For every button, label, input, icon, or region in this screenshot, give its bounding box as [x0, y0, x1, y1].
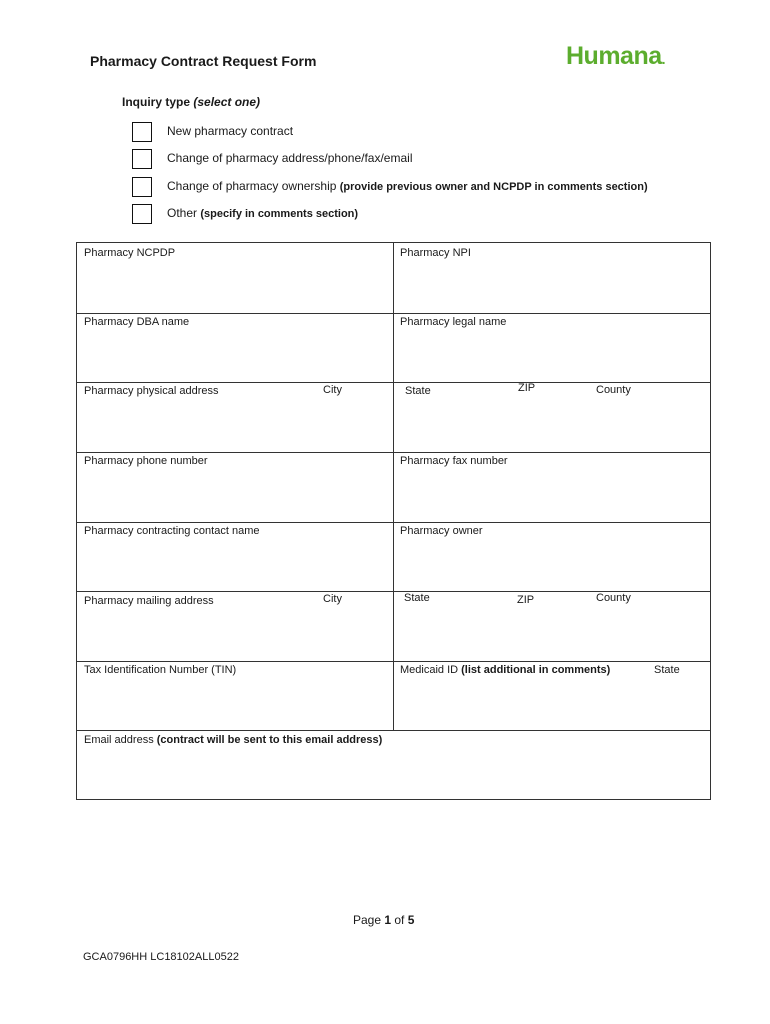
phone-number-field[interactable]: Pharmacy phone number: [84, 455, 208, 467]
option-label: [167, 179, 648, 193]
legal-name-field[interactable]: Pharmacy legal name: [400, 316, 507, 328]
pharmacy-info-table: [76, 242, 711, 800]
mailing-county-field[interactable]: County: [596, 592, 631, 604]
physical-zip-field[interactable]: ZIP: [518, 382, 536, 394]
form-code: GCA0796HH LC18102ALL0522: [83, 951, 239, 963]
inquiry-option-other[interactable]: [132, 202, 359, 226]
change-ownership-checkbox[interactable]: [132, 177, 152, 197]
logo-text: Humana: [566, 42, 662, 70]
mailing-zip-field[interactable]: ZIP: [517, 594, 535, 606]
page-of: of: [391, 913, 408, 927]
row-divider: [77, 730, 710, 731]
physical-city-field[interactable]: City: [323, 384, 342, 396]
current-page: 1: [384, 913, 392, 927]
dba-name-field[interactable]: Pharmacy DBA name: [84, 316, 190, 328]
page-title: Pharmacy Contract Request Form: [90, 53, 317, 69]
option-text: New pharmacy contract: [167, 124, 294, 138]
tin-field[interactable]: Tax Identification Number (TIN): [84, 664, 237, 676]
other-checkbox[interactable]: [132, 204, 152, 224]
option-text: Change of pharmacy address/phone/fax/email: [167, 151, 413, 165]
mailing-address-field[interactable]: Pharmacy mailing address: [84, 595, 214, 607]
logo-dot: .: [661, 51, 666, 67]
option-note: (provide previous owner and NCPDP in comments section): [339, 181, 648, 193]
option-text: Other: [167, 206, 201, 220]
email-note: (contract will be sent to this email address): [156, 734, 383, 746]
option-text: Change of pharmacy ownership: [167, 179, 340, 193]
inquiry-option-new[interactable]: [132, 120, 294, 144]
change-address-checkbox[interactable]: [132, 149, 152, 169]
inquiry-option-change-ownership[interactable]: [132, 175, 648, 199]
option-label: [167, 124, 293, 138]
inquiry-type-label: [122, 95, 260, 109]
column-divider: [393, 243, 394, 730]
physical-county-field[interactable]: County: [596, 384, 631, 396]
email-address-field[interactable]: [84, 734, 382, 746]
inquiry-option-change-address[interactable]: [132, 147, 413, 171]
medicaid-note: (list additional in comments): [461, 664, 611, 676]
inquiry-label-hint: (select one): [193, 95, 261, 109]
inquiry-label-text: Inquiry type: [122, 95, 194, 109]
medicaid-state-field[interactable]: State: [654, 664, 680, 676]
fax-number-field[interactable]: Pharmacy fax number: [400, 455, 508, 467]
humana-logo: [566, 42, 665, 71]
total-pages: 5: [407, 913, 415, 927]
option-label: [167, 151, 412, 165]
page-prefix: Page: [353, 913, 385, 927]
new-contract-checkbox[interactable]: [132, 122, 152, 142]
physical-address-field[interactable]: Pharmacy physical address: [84, 385, 219, 397]
medicaid-label: Medicaid ID: [400, 664, 462, 676]
medicaid-id-field[interactable]: [400, 664, 610, 676]
option-label: [167, 206, 358, 220]
physical-state-field[interactable]: State: [405, 385, 431, 397]
mailing-state-field[interactable]: State: [404, 592, 430, 604]
pharmacy-owner-field[interactable]: Pharmacy owner: [400, 525, 483, 537]
mailing-city-field[interactable]: City: [323, 593, 342, 605]
contracting-contact-field[interactable]: Pharmacy contracting contact name: [84, 525, 260, 537]
option-note: (specify in comments section): [200, 208, 359, 220]
ncpdp-field[interactable]: Pharmacy NCPDP: [84, 247, 176, 259]
email-label: Email address: [84, 734, 157, 746]
page-number: [353, 913, 414, 927]
npi-field[interactable]: Pharmacy NPI: [400, 247, 471, 259]
